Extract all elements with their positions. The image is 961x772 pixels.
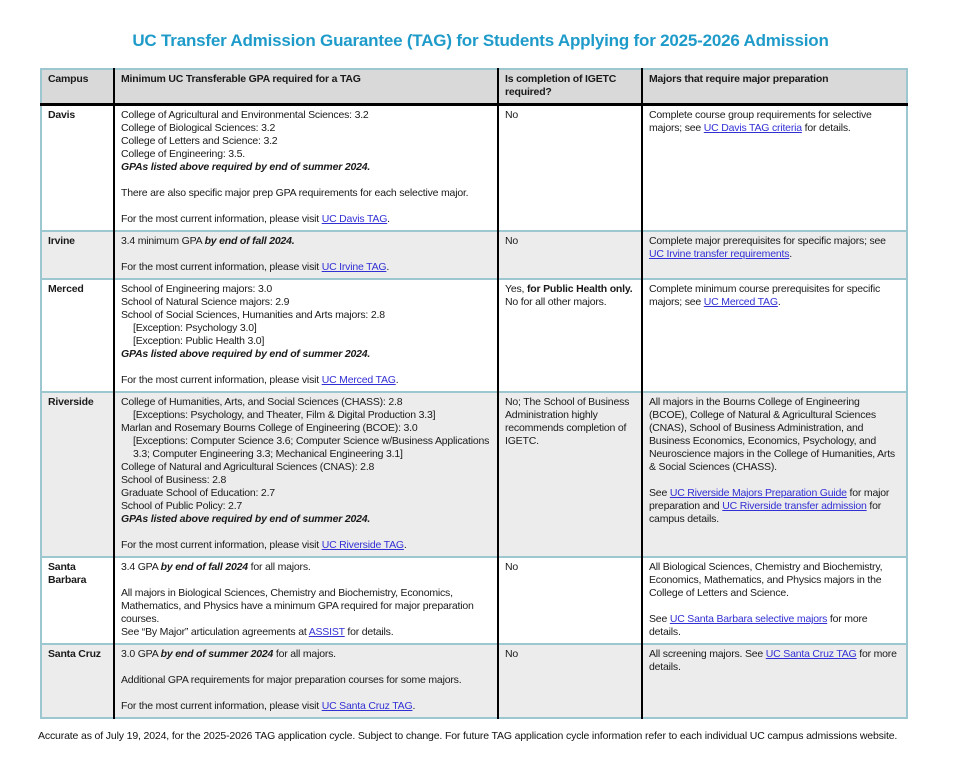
- santa-cruz-gpa-cell: [114, 644, 498, 718]
- santa-barbara-gpa-line: [121, 574, 491, 587]
- merced-majors-cell: [642, 279, 907, 392]
- table-header: [41, 69, 907, 105]
- text-segment: GPAs listed above required by end of summer 2024.: [121, 513, 371, 525]
- davis-gpa-line: [121, 148, 491, 161]
- davis-gpa-line: [121, 187, 491, 200]
- merced-igetc-cell: [498, 279, 642, 392]
- text-segment: All Biological Sciences, Chemistry and Biochemistry, Economics, Mathematics, and Physics majors in the College of Letters and Science.: [649, 561, 886, 599]
- text-segment: .: [386, 261, 390, 273]
- header-cell-campus: Campus: [41, 69, 114, 105]
- merced-igetc-line: [505, 296, 635, 309]
- text-segment: 3.4 minimum GPA: [121, 235, 205, 247]
- riverside-gpa-line: [121, 487, 491, 500]
- merced-gpa-line: [121, 309, 491, 322]
- santa-barbara-igetc-cell: [498, 557, 642, 644]
- text-segment: .: [412, 700, 416, 712]
- merced-gpa-line: [121, 283, 491, 296]
- riverside-majors-line: [649, 474, 900, 487]
- table-row-santa-cruz: [41, 644, 907, 718]
- riverside-igetc-cell: [498, 392, 642, 557]
- table-row-riverside: [41, 392, 907, 557]
- davis-gpa-line: [121, 174, 491, 187]
- irvine-gpa-cell: [114, 231, 498, 279]
- santa-cruz-gpa-line: [121, 674, 491, 687]
- text-segment: College of Natural and Agricultural Sciences (CNAS): 2.8: [121, 461, 375, 473]
- table-row-merced: [41, 279, 907, 392]
- irvine-campus-cell: Irvine: [48, 235, 75, 247]
- irvine-gpa-line: [121, 235, 491, 248]
- text-segment: Complete major prerequisites for specific majors; see: [649, 235, 889, 247]
- merced-gpa-line: [121, 322, 491, 335]
- riverside-gpa-line: [121, 526, 491, 539]
- santa-cruz-gpa-line: [121, 661, 491, 674]
- text-segment: Complete minimum course prerequisites for specific majors; see: [649, 283, 883, 308]
- davis-campus-cell: Davis: [48, 109, 76, 121]
- uc-merced-tag-link[interactable]: UC Merced TAG: [321, 374, 396, 386]
- text-segment: for more details.: [649, 648, 900, 673]
- text-segment: No: [505, 109, 519, 121]
- merced-gpa-line: [121, 335, 491, 348]
- santa-barbara-majors-cell: [642, 557, 907, 644]
- text-segment: All majors in the Bourns College of Engineering (BCOE), College of Natural & Agricultural Sciences (CNAS), School of Business Administration, and Business Economics, Economics, Psychology, and Neuroscience majors in the College of Humanities, Arts & Social Sciences (CHASS).: [649, 396, 898, 473]
- text-segment: See “By Major” articulation agreements at: [121, 626, 309, 638]
- text-segment: School of Business: 2.8: [121, 474, 227, 486]
- riverside-gpa-line: [121, 500, 491, 513]
- uc-santa-barbara-selective-majors-link[interactable]: UC Santa Barbara selective majors: [669, 613, 828, 625]
- text-segment: .: [777, 296, 781, 308]
- merced-igetc-line: [505, 283, 635, 296]
- text-segment: See: [649, 613, 670, 625]
- riverside-majors-cell: [642, 392, 907, 557]
- santa-barbara-campus-cell: Santa Barbara: [48, 561, 87, 586]
- riverside-gpa-line: [121, 409, 491, 422]
- davis-igetc-line: [505, 109, 635, 122]
- davis-majors-line: [649, 109, 900, 135]
- davis-gpa-line: [121, 135, 491, 148]
- text-segment: School of Natural Science majors: 2.9: [121, 296, 290, 308]
- riverside-gpa-cell: [114, 392, 498, 557]
- text-segment: GPAs listed above required by end of summer 2024.: [121, 161, 371, 173]
- text-segment: Additional GPA requirements for major preparation courses for some majors.: [121, 674, 462, 686]
- text-segment: .: [395, 374, 399, 386]
- text-segment: For the most current information, please visit: [121, 700, 322, 712]
- irvine-gpa-line: [121, 248, 491, 261]
- page: [0, 31, 961, 742]
- uc-irvine-transfer-requirements-link[interactable]: UC Irvine transfer requirements: [649, 248, 790, 260]
- assist-link[interactable]: ASSIST: [308, 626, 345, 638]
- uc-santa-cruz-tag-majors-link[interactable]: UC Santa Cruz TAG: [765, 648, 857, 660]
- text-segment: No; The School of Business Administration highly recommends completion of IGETC.: [505, 396, 632, 447]
- text-segment: for Public Health only.: [526, 283, 633, 295]
- santa-cruz-majors-line: [649, 648, 900, 674]
- merced-gpa-line: [121, 348, 491, 361]
- text-segment: There are also specific major prep GPA requirements for each selective major.: [121, 187, 469, 199]
- irvine-gpa-line: [121, 261, 491, 274]
- uc-irvine-tag-link[interactable]: UC Irvine TAG: [321, 261, 387, 273]
- text-segment: for all majors.: [273, 648, 336, 660]
- riverside-gpa-line: [121, 539, 491, 552]
- riverside-igetc-line: [505, 396, 635, 448]
- text-segment: for campus details.: [649, 500, 884, 525]
- santa-barbara-gpa-cell: [114, 557, 498, 644]
- riverside-gpa-line: [121, 513, 491, 526]
- text-segment: For the most current information, please visit: [121, 213, 322, 225]
- santa-barbara-igetc-line: [505, 561, 635, 574]
- davis-gpa-line: [121, 213, 491, 226]
- text-segment: No: [505, 235, 519, 247]
- santa-barbara-gpa-line: [121, 626, 491, 639]
- merced-gpa-line: [121, 374, 491, 387]
- uc-santa-cruz-tag-link[interactable]: UC Santa Cruz TAG: [321, 700, 413, 712]
- text-segment: 3.0 GPA: [121, 648, 161, 660]
- text-segment: No: [505, 561, 519, 573]
- text-segment: See: [649, 487, 670, 499]
- header-cell-majors: Majors that require major preparation: [642, 69, 907, 105]
- text-segment: All majors in Biological Sciences, Chemistry and Biochemistry, Economics, Mathematics, and Physics have a minimum GPA required for major preparation courses.: [121, 587, 477, 625]
- text-segment: [Exception: Public Health 3.0]: [133, 335, 265, 347]
- uc-riverside-majors-preparation-guide-link[interactable]: UC Riverside Majors Preparation Guide: [669, 487, 847, 499]
- text-segment: No: [505, 648, 519, 660]
- riverside-gpa-line: [121, 422, 491, 435]
- text-segment: for details.: [801, 122, 851, 134]
- text-segment: College of Engineering: 3.5.: [121, 148, 245, 160]
- text-segment: .: [789, 248, 792, 260]
- text-segment: For the most current information, please visit: [121, 539, 322, 551]
- davis-igetc-cell: [498, 105, 642, 232]
- santa-barbara-majors-line: [649, 613, 900, 639]
- text-segment: College of Humanities, Arts, and Social Sciences (CHASS): 2.8: [121, 396, 403, 408]
- text-segment: by end of fall 2024: [160, 561, 248, 573]
- riverside-gpa-line: [121, 461, 491, 474]
- text-segment: School of Public Policy: 2.7: [121, 500, 243, 512]
- text-segment: [Exceptions: Psychology, and Theater, Film & Digital Production 3.3]: [133, 409, 436, 421]
- text-segment: GPAs listed above required by end of summer 2024.: [121, 348, 371, 360]
- text-segment: All screening majors. See: [649, 648, 766, 660]
- table-row-santa-barbara: [41, 557, 907, 644]
- santa-cruz-gpa-line: [121, 648, 491, 661]
- merced-majors-line: [649, 283, 900, 309]
- text-segment: School of Engineering majors: 3.0: [121, 283, 272, 295]
- irvine-majors-cell: [642, 231, 907, 279]
- text-segment: for more details.: [649, 613, 871, 638]
- text-segment: College of Letters and Science: 3.2: [121, 135, 278, 147]
- table-row-irvine: [41, 231, 907, 279]
- santa-cruz-igetc-cell: [498, 644, 642, 718]
- header-row: [41, 69, 907, 105]
- uc-davis-tag-criteria-link[interactable]: UC Davis TAG criteria: [703, 122, 802, 134]
- santa-cruz-campus-cell: Santa Cruz: [48, 648, 101, 660]
- table-body: [41, 105, 907, 719]
- irvine-majors-line: [649, 235, 900, 261]
- merced-campus-cell: Merced: [48, 283, 84, 295]
- uc-merced-tag-majors-link[interactable]: UC Merced TAG: [703, 296, 778, 308]
- riverside-majors-line: [649, 487, 900, 526]
- text-segment: .: [387, 213, 390, 225]
- irvine-igetc-line: [505, 235, 635, 248]
- page-title: UC Transfer Admission Guarantee (TAG) for Students Applying for 2025-2026 Admission: [132, 31, 829, 50]
- davis-gpa-line: [121, 109, 491, 122]
- text-segment: .: [403, 539, 407, 551]
- text-segment: for all majors.: [247, 561, 311, 573]
- table-row-davis: [41, 105, 907, 232]
- text-segment: For the most current information, please visit: [121, 261, 322, 273]
- riverside-majors-line: [649, 396, 900, 474]
- santa-barbara-majors-line: [649, 561, 900, 600]
- santa-cruz-gpa-line: [121, 700, 491, 713]
- uc-riverside-transfer-admission-link[interactable]: UC Riverside transfer admission: [722, 500, 867, 512]
- text-segment: by end of fall 2024.: [204, 235, 295, 247]
- davis-gpa-line: [121, 122, 491, 135]
- text-segment: by end of summer 2024: [160, 648, 274, 660]
- text-segment: School of Social Sciences, Humanities and Arts majors: 2.8: [121, 309, 385, 321]
- text-segment: No for all other majors.: [505, 296, 607, 308]
- text-segment: College of Agricultural and Environmental Sciences: 3.2: [121, 109, 369, 121]
- santa-cruz-gpa-line: [121, 687, 491, 700]
- merced-gpa-line: [121, 361, 491, 374]
- uc-davis-tag-link[interactable]: UC Davis TAG: [321, 213, 388, 225]
- davis-gpa-cell: [114, 105, 498, 232]
- merced-gpa-line: [121, 296, 491, 309]
- header-cell-igetc: Is completion of IGETC required?: [498, 69, 642, 105]
- santa-barbara-gpa-line: [121, 587, 491, 626]
- santa-barbara-majors-line: [649, 600, 900, 613]
- footer-note: Accurate as of July 19, 2024, for the 2025-2026 TAG application cycle. Subject to change. For future TAG application cycle information refer to each individual UC campus admissions website.: [38, 730, 898, 742]
- davis-gpa-line: [121, 200, 491, 213]
- text-segment: Yes,: [505, 283, 527, 295]
- davis-gpa-line: [121, 161, 491, 174]
- riverside-gpa-line: [121, 474, 491, 487]
- riverside-gpa-line: [121, 435, 491, 461]
- text-segment: 3.4 GPA: [121, 561, 161, 573]
- text-segment: for major preparation and: [649, 487, 892, 512]
- santa-barbara-gpa-line: [121, 561, 491, 574]
- text-segment: [Exceptions: Computer Science 3.6; Computer Science w/Business Applications 3.3; Computer Engineering 3.3; Mechanical Engineering 3.1]: [133, 435, 492, 460]
- text-segment: for details.: [344, 626, 394, 638]
- header-cell-gpa: Minimum UC Transferable GPA required for a TAG: [114, 69, 498, 105]
- text-segment: Graduate School of Education: 2.7: [121, 487, 275, 499]
- santa-cruz-igetc-line: [505, 648, 635, 661]
- riverside-gpa-line: [121, 396, 491, 409]
- text-segment: Complete course group requirements for selective majors; see: [649, 109, 875, 134]
- uc-riverside-tag-link[interactable]: UC Riverside TAG: [321, 539, 404, 551]
- santa-cruz-majors-cell: [642, 644, 907, 718]
- text-segment: For the most current information, please visit: [121, 374, 322, 386]
- davis-majors-cell: [642, 105, 907, 232]
- text-segment: [Exception: Psychology 3.0]: [133, 322, 257, 334]
- irvine-igetc-cell: [498, 231, 642, 279]
- tag-table: [40, 68, 908, 719]
- merced-gpa-cell: [114, 279, 498, 392]
- text-segment: Marlan and Rosemary Bourns College of Engineering (BCOE): 3.0: [121, 422, 418, 434]
- riverside-campus-cell: Riverside: [48, 396, 94, 408]
- text-segment: College of Biological Sciences: 3.2: [121, 122, 276, 134]
